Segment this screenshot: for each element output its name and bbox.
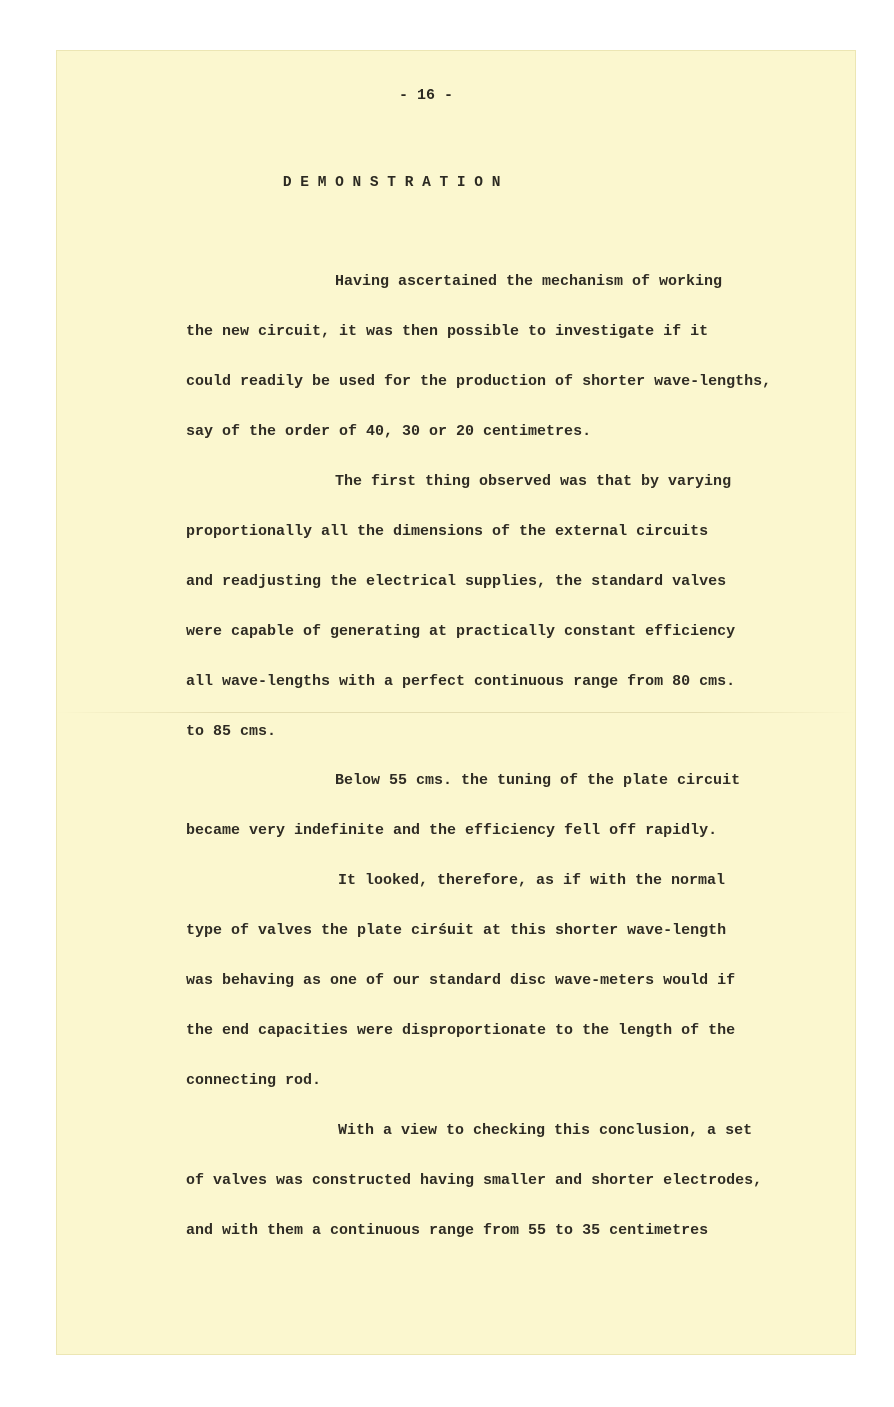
text-line: could readily be used for the production of shorter wave-lengths, — [186, 373, 772, 390]
text-line: connecting rod. — [186, 1072, 322, 1089]
text-line: was behaving as one of our standard disc wave-meters would if — [186, 972, 736, 989]
text-line: and readjusting the electrical supplies, the standard valves — [186, 573, 727, 590]
text-line: proportionally all the dimensions of the external circuits — [186, 523, 709, 540]
text-line: Having ascertained the mechanism of working — [335, 273, 723, 290]
text-line: became very indefinite and the efficiency fell off rapidly. — [186, 822, 718, 839]
text-line: It looked, therefore, as if with the normal — [338, 872, 726, 889]
text-line: The first thing observed was that by varying — [335, 473, 732, 490]
text-line: to 85 cms. — [186, 723, 277, 740]
text-line: and with them a continuous range from 55 to 35 centimetres — [186, 1222, 709, 1239]
text-line: of valves was constructed having smaller and shorter electrodes, — [186, 1172, 763, 1189]
paper-sheet — [56, 50, 856, 1355]
text-line: the end capacities were disproportionate to the length of the — [186, 1022, 736, 1039]
text-line: say of the order of 40, 30 or 20 centimetres. — [186, 423, 592, 440]
text-line: the new circuit, it was then possible to investigate if it — [186, 323, 709, 340]
text-line: Below 55 cms. the tuning of the plate circuit — [335, 772, 741, 789]
text-line: were capable of generating at practically constant efficiency — [186, 623, 736, 640]
text-line: With a view to checking this conclusion, a set — [338, 1122, 753, 1139]
text-line: type of valves the plate cirśuit at this shorter wave-length — [186, 922, 727, 939]
page-number: - 16 - — [398, 87, 453, 104]
heading: DEMONSTRATION — [282, 175, 510, 191]
text-line: all wave-lengths with a perfect continuous range from 80 cms. — [186, 673, 736, 690]
